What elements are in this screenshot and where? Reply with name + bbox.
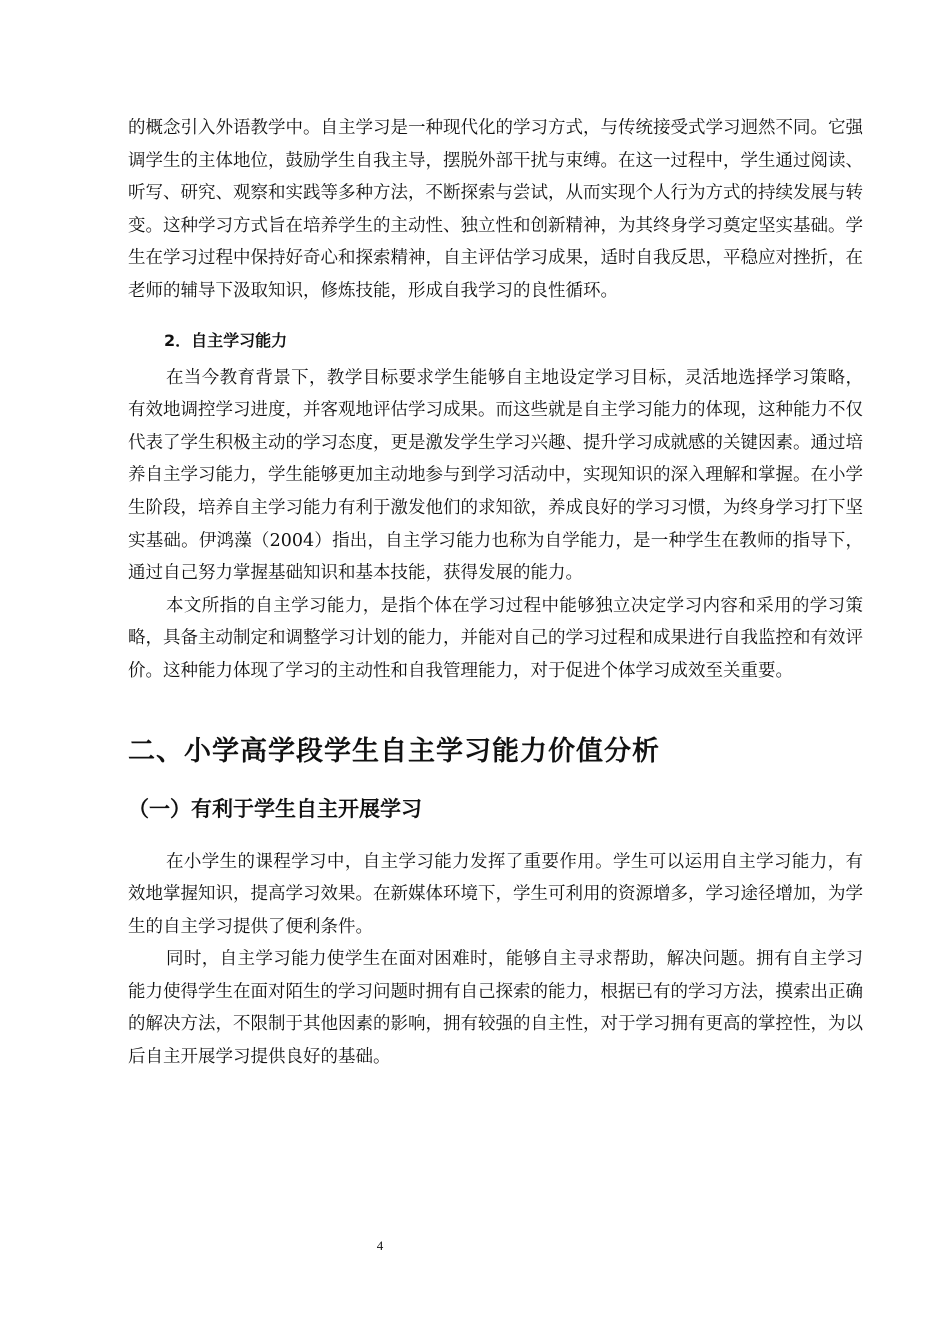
body-paragraph: 同时，自主学习能力使学生在面对困难时，能够自主寻求帮助，解决问题。拥有自主学习能力使得学生在面对陌生的学习问题时拥有自己探索的能力，根据已有的学习方法，摸索出正确的解决方法，不限制于其他因素的影响，拥有较强的自主性，对于学习拥有更高的掌控性，为以后自主开展学习提供良好的基础。 — [128, 949, 863, 1068]
chapter-heading: 二、小学高学段学生自主学习能力价值分析 — [128, 735, 660, 767]
subsection-heading: 2．自主学习能力 — [164, 330, 288, 350]
body-paragraph: 本文所指的自主学习能力，是指个体在学习过程中能够独立决定学习内容和采用的学习策略，具备主动制定和调整学习计划的能力，并能对自己的学习过程和成果进行自我监控和有效评价。这种能力体现了学习的主动性和自我管理能力，对于促进个体学习成效至关重要。 — [128, 595, 863, 681]
body-paragraph: 在当今教育背景下，教学目标要求学生能够自主地设定学习目标，灵活地选择学习策略，有效地调控学习进度，并客观地评估学习成果。而这些就是自主学习能力的体现，这种能力不仅代表了学生积极主动的学习态度，更是激发学生学习兴趣、提升学习成就感的关键因素。通过培养自主学习能力，学生能够更加主动地参与到学习活动中，实现知识的深入理解和掌握。在小学生阶段，培养自主学习能力有利于激发他们的求知欲，养成良好的学习习惯，为终身学习打下坚实基础。伊鸿藻（2004）指出，自主学习能力也称为自学能力，是一种学生在教师的指导下，通过自己努力掌握基础知识和基本技能，获得发展的能力。 — [128, 367, 863, 584]
body-paragraph: 在小学生的课程学习中，自主学习能力发挥了重要作用。学生可以运用自主学习能力，有效地掌握知识，提高学习效果。在新媒体环境下，学生可利用的资源增多，学习途径增加，为学生的自主学习提供了便利条件。 — [128, 851, 863, 937]
section-heading: （一）有利于学生自主开展学习 — [128, 796, 422, 821]
page-number: 4 — [376, 1238, 384, 1253]
page-content — [128, 112, 863, 1074]
body-paragraph: 的概念引入外语教学中。自主学习是一种现代化的学习方式，与传统接受式学习迥然不同。它强调学生的主体地位，鼓励学生自我主导，摆脱外部干扰与束缚。在这一过程中，学生通过阅读、听写、研究、观察和实践等多种方法，不断探索与尝试，从而实现个人行为方式的持续发展与转变。这种学习方式旨在培养学生的主动性、独立性和创新精神，为其终身学习奠定坚实基础。学生在学习过程中保持好奇心和探索精神，自主评估学习成果，适时自我反思，平稳应对挫折，在老师的辅导下汲取知识，修炼技能，形成自我学习的良性循环。 — [128, 118, 863, 301]
